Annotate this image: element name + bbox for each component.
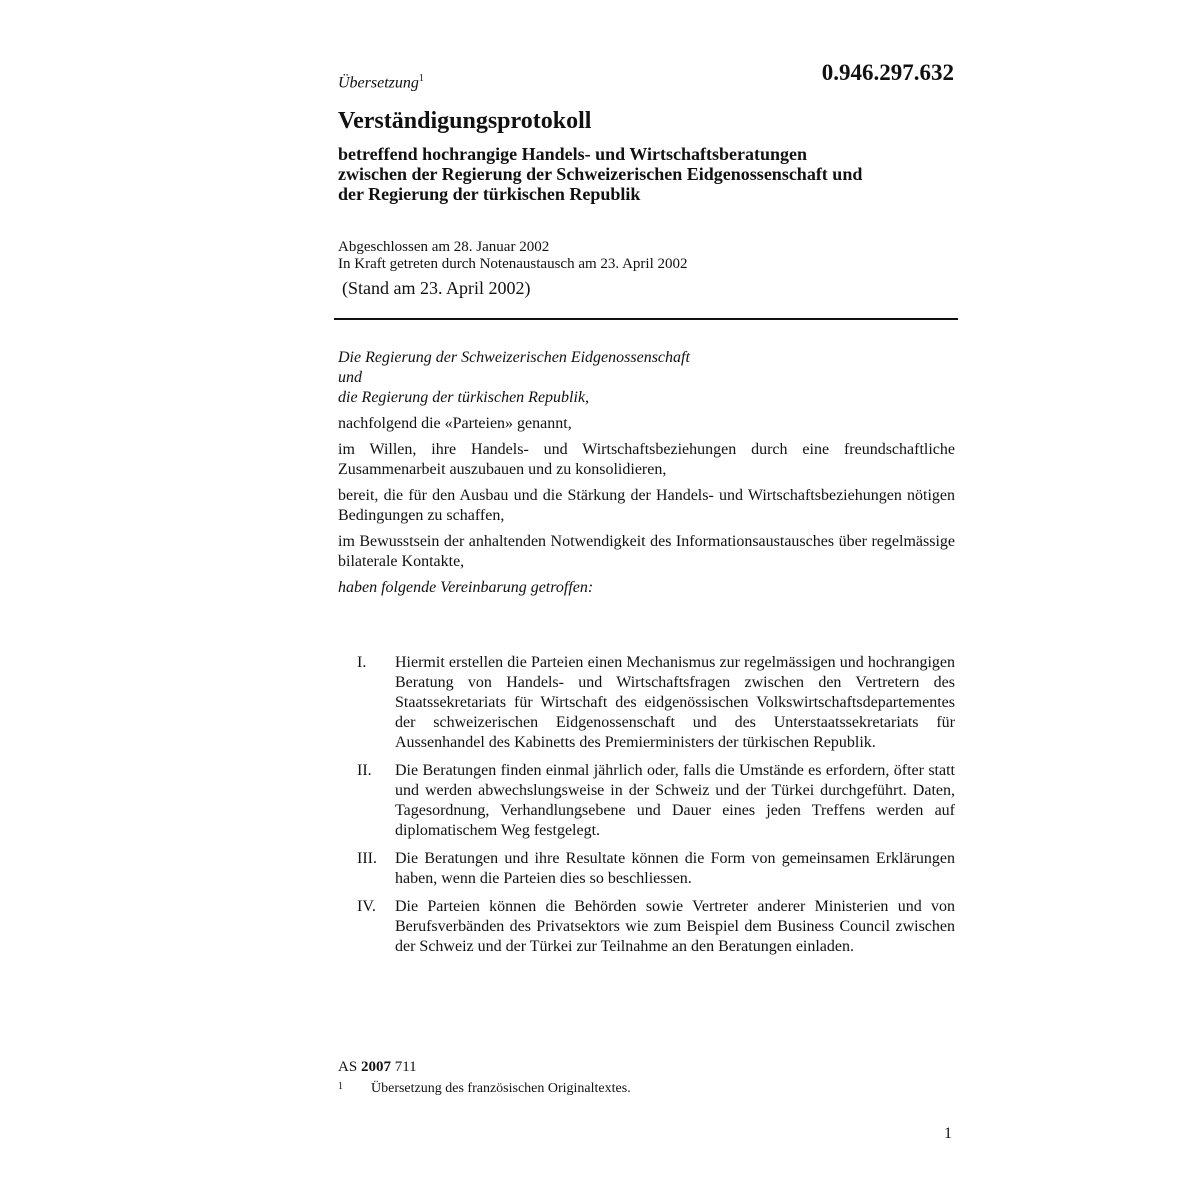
in-force-date: In Kraft getreten durch Notenaustausch am 23. April 2002 — [338, 256, 688, 272]
article-number: IV. — [357, 898, 376, 915]
subtitle-line: der Regierung der türkischen Republik — [338, 184, 641, 204]
subtitle-line: zwischen der Regierung der Schweizerischen Eidgenossenschaft und — [338, 164, 863, 184]
article-text: Hiermit erstellen die Parteien einen Mechanismus zur regelmässigen und hochrangigen Beratung von Handels- und Wirtschaftsfragen zwischen den Vertretern des Staatssekretariats für Wirtschaft des eidgenössischen Volkswirtschaftsdepartementes der schweizerischen Eidgenossenschaft und des Unterstaatssekretariats für Aussenhandel des Kabinetts des Premierministers der türkischen Republik. — [395, 654, 955, 751]
status-date: (Stand am 23. April 2002) — [342, 278, 531, 298]
article-number: II. — [357, 762, 372, 779]
article-number: III. — [357, 850, 377, 867]
recital: im Willen, ihre Handels- und Wirtschaftsbeziehungen durch eine freundschaftliche Zusammenarbeit auszubauen und zu konsolidieren, — [338, 441, 955, 478]
translation-footnote-mark: 1 — [418, 73, 424, 84]
party-1: Die Regierung der Schweizerischen Eidgenossenschaft — [338, 349, 690, 366]
sr-number: 0.946.297.632 — [821, 60, 954, 85]
concluded-date: Abgeschlossen am 28. Januar 2002 — [338, 239, 550, 255]
as-year: 2007 — [360, 1059, 391, 1075]
official-collection-reference — [338, 1059, 417, 1076]
article-item — [357, 653, 955, 753]
as-page: 711 — [394, 1059, 417, 1075]
as-prefix: AS — [338, 1059, 358, 1075]
page-number: 1 — [944, 1125, 952, 1142]
document-title: Verständigungsprotokoll — [338, 108, 592, 134]
footnote-text: Übersetzung des französischen Originaltextes. — [371, 1081, 631, 1096]
article-item — [357, 761, 955, 841]
preamble — [338, 348, 955, 604]
articles-list — [357, 653, 955, 965]
parties-named: nachfolgend die «Parteien» genannt, — [338, 415, 572, 432]
translation-label-text: Übersetzung — [338, 74, 419, 92]
article-item — [357, 897, 955, 957]
translation-label — [338, 73, 424, 92]
article-item — [357, 849, 955, 889]
article-text: Die Parteien können die Behörden sowie Vertreter anderer Ministerien und von Berufsverbänden des Privatsektors wie zum Beispiel dem Business Council zwischen der Schweiz und der Türkei zur Teilnahme an den Beratungen einladen. — [395, 898, 955, 955]
article-number: I. — [357, 654, 367, 671]
recital: bereit, die für den Ausbau und die Stärkung der Handels- und Wirtschaftsbeziehungen nötigen Bedingungen zu schaffen, — [338, 487, 955, 524]
party-2: die Regierung der türkischen Republik, — [338, 389, 590, 406]
recital: im Bewusstsein der anhaltenden Notwendigkeit des Informationsaustausches über regelmässige bilaterale Kontakte, — [338, 533, 955, 570]
document-subtitle — [338, 144, 958, 204]
footnote-mark: 1 — [338, 1081, 343, 1092]
article-text: Die Beratungen und ihre Resultate können die Form von gemeinsamen Erklärungen haben, wenn die Parteien dies so beschliessen. — [395, 850, 955, 887]
agreement-clause: haben folgende Vereinbarung getroffen: — [338, 579, 594, 596]
footnote — [338, 1081, 631, 1097]
and-word: und — [338, 369, 362, 386]
dates-block — [338, 239, 687, 273]
header-divider — [334, 318, 958, 320]
article-text: Die Beratungen finden einmal jährlich oder, falls die Umstände es erfordern, öfter statt und werden abwechslungsweise in der Schweiz und der Türkei durchgeführt. Daten, Tagesordnung, Verhandlungsebene und Dauer eines jeden Treffens werden auf diplomatischem Weg festgelegt. — [395, 762, 955, 839]
subtitle-line: betreffend hochrangige Handels- und Wirtschaftsberatungen — [338, 144, 808, 164]
